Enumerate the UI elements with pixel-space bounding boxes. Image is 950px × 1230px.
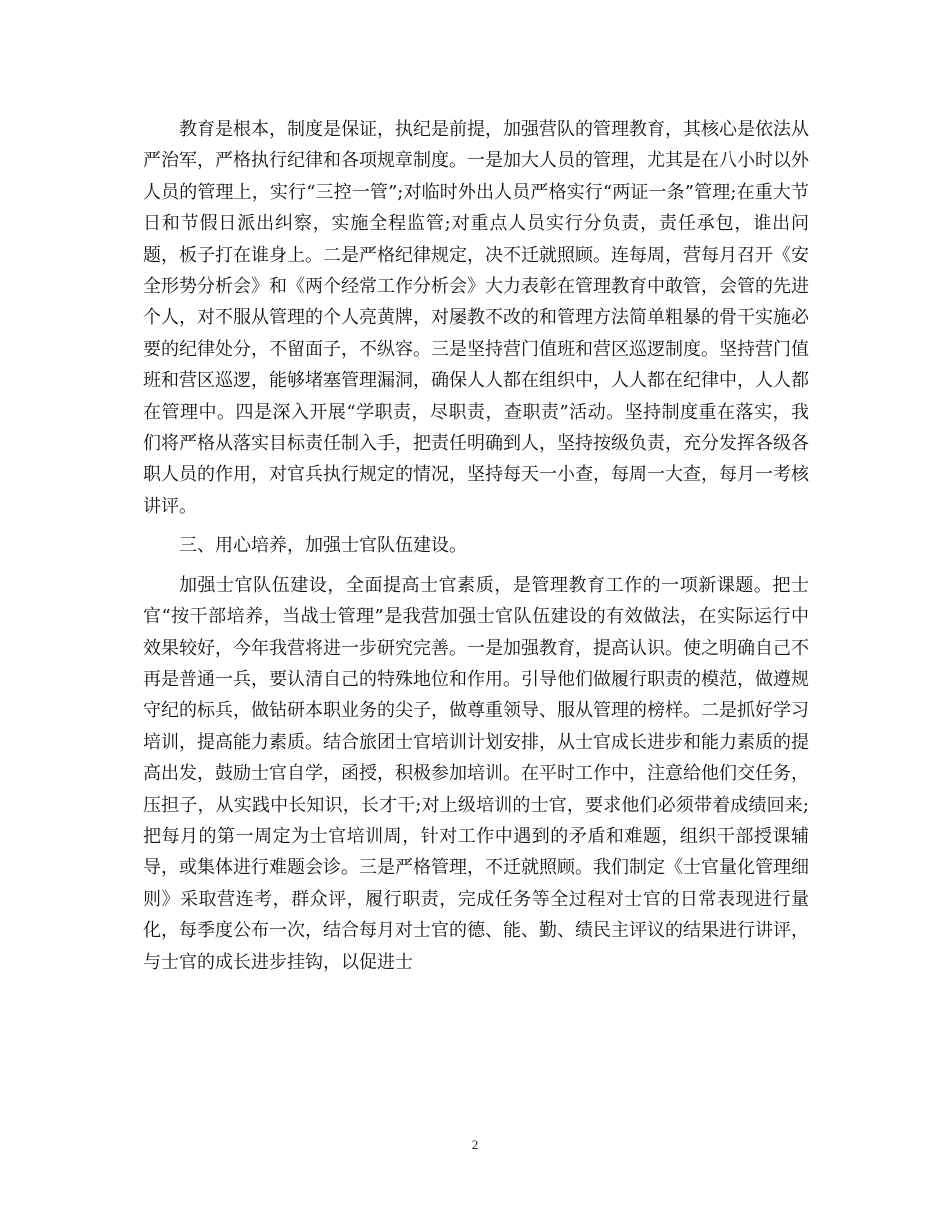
page-number: 2 <box>471 1137 479 1152</box>
paragraph-discipline: 教育是根本，制度是保证，执纪是前提，加强营队的管理教育，其核心是依法从严治军，严格执行纪律和各项规章制度。一是加大人员的管理，尤其是在八小时以外人员的管理上，实行“三控一管”;对临时外出人员严格实行“两证一条”管理;在重大节日和节假日派出纠察，实施全程监管;对重点人员实行分负责，责任承包，谁出问题，板子打在谁身上。二是严格纪律规定，决不迁就照顾。连每周，营每月召开《安全形势分析会》和《两个经常工作分析会》大力表彰在管理教育中敢管，会管的先进个人，对不服从管理的个人亮黄牌，对屡教不改的和管理方法简单粗暴的骨干实施必要的纪律处分，不留面子，不纵容。三是坚持营门值班和营区巡逻制度。坚持营门值班和营区巡逻，能够堵塞管理漏洞，确保人人都在组织中，人人都在纪律中，人人都在管理中。四是深入开展“学职责，尽职责，查职责”活动。坚持制度重在落实，我们将严格从落实目标责任制入手，把责任明确到人，坚持按级负责，充分发挥各级各职人员的作用，对官兵执行规定的情况，坚持每天一小查，每周一大查，每月一考核讲评。 <box>143 119 809 517</box>
document-body <box>143 114 809 986</box>
section-heading-nco: 三、用心培养，加强士官队伍建设。 <box>179 535 467 557</box>
paragraph-nco-building: 加强士官队伍建设，全面提高士官素质，是管理教育工作的一项新课题。把士官“按干部培养，当战士管理”是我营加强士官队伍建设的有效做法，在实际运行中效果较好，今年我营将进一步研究完善。一是加强教育，提高认识。使之明确自己不再是普通一兵，要认清自己的特殊地位和作用。引导他们做履行职责的模范，做遵规守纪的标兵，做钻研本职业务的尖子，做尊重领导、服从管理的榜样。二是抓好学习培训，提高能力素质。结合旅团士官培训计划安排，从士官成长进步和能力素质的提高出发，鼓励士官自学，函授，积极参加培训。在平时工作中，注意给他们交任务，压担子，从实践中长知识，长才干;对上级培训的士官，要求他们必须带着成绩回来;把每月的第一周定为士官培训周，针对工作中遇到的矛盾和难题，组织干部授课辅导，或集体进行难题会诊。三是严格管理，不迁就照顾。我们制定《士官量化管理细则》采取营连考，群众评，履行职责，完成任务等全过程对士官的日常表现进行量化，每季度公布一次，结合每月对士官的德、能、勤、绩民主评议的结果进行讲评，与士官的成长进步挂钩，以促进士 <box>143 574 809 973</box>
